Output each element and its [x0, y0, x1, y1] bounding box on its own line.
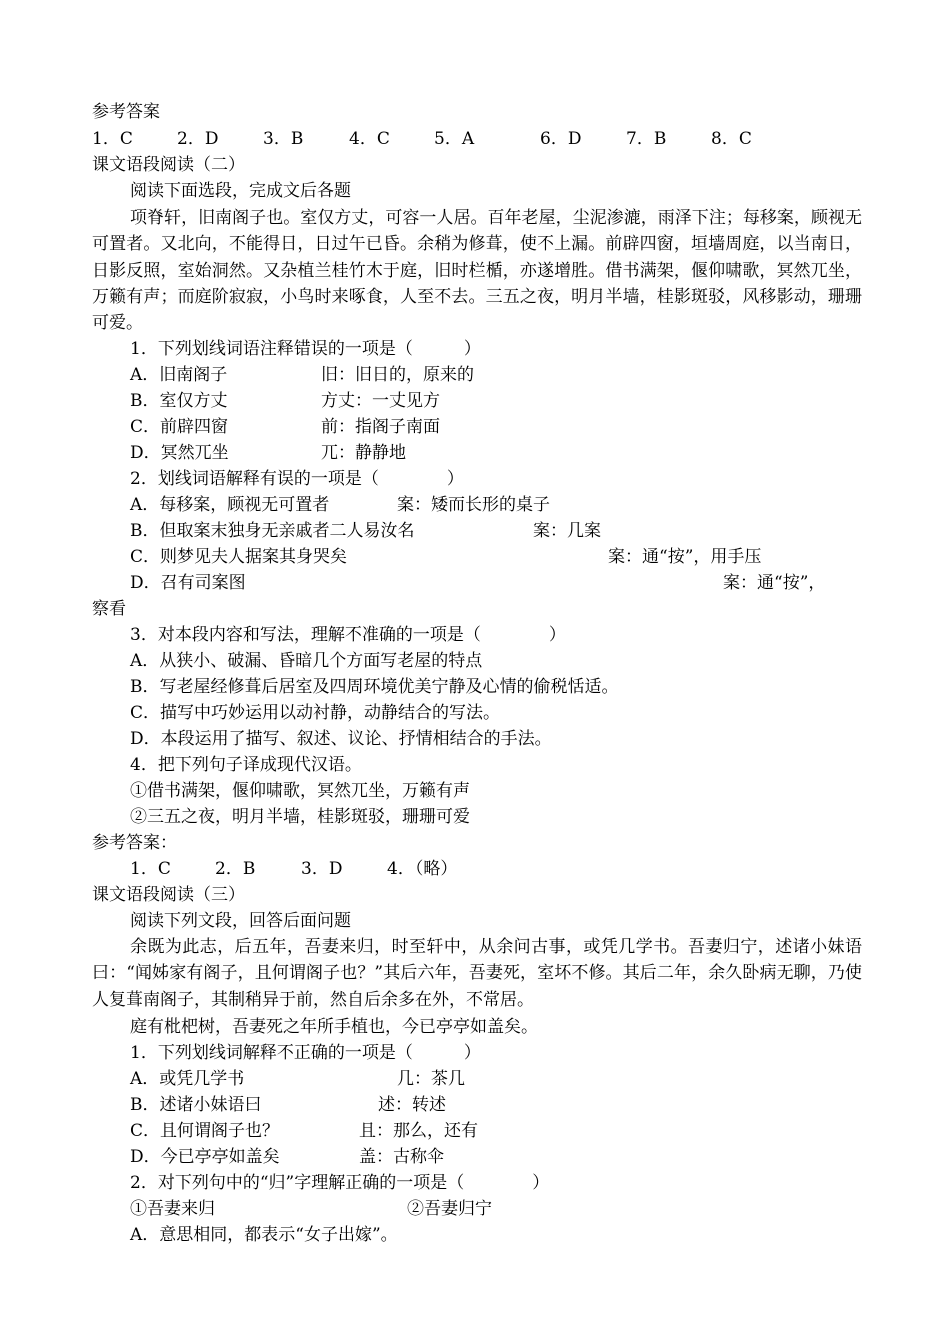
- question-stem: 2．对下列句中的“归”字理解正确的一项是（ ）: [130, 1173, 550, 1193]
- option-gloss: 前：指阁子南面: [321, 417, 440, 437]
- instruction: 阅读下面选段，完成文后各题: [130, 181, 351, 201]
- answer-item: 5．A: [434, 129, 475, 149]
- answer-item: 4．（略）: [387, 859, 458, 879]
- sentence-item: ②吾妻归宁: [407, 1199, 492, 1219]
- option: A．或凭几学书: [130, 1069, 245, 1089]
- option: A．旧南阁子: [130, 365, 228, 385]
- answer-item: 6．D: [540, 129, 582, 149]
- option-gloss: 案：通“按”，用手压: [608, 547, 762, 567]
- option: B．但取案末独身无亲戚者二人易汝名: [130, 521, 415, 541]
- option: D．冥然兀坐: [130, 443, 229, 463]
- option-gloss: 几：茶几: [397, 1069, 465, 1089]
- option: A．意思相同，都表示“女子出嫁”。: [130, 1225, 398, 1245]
- section-title: 课文语段阅读（三）: [92, 885, 245, 905]
- passage: 项脊轩，旧南阁子也。室仅方丈，可容一人居。百年老屋，尘泥渗漉，雨泽下注；每移案，顾视无可置者。又北向，不能得日，日过午已昏。余稍为修葺，使不上漏。前辟四窗，垣墙周庭，以当南日，日影反照，室始洞然。又杂植兰桂竹木于庭，旧时栏楯，亦遂增胜。借书满架，偃仰啸歌，冥然兀坐，万籁有声；而庭阶寂寂，小鸟时来啄食，人至不去。三五之夜，明月半墙，桂影斑驳，风移影动，珊珊可爱。: [92, 208, 862, 334]
- sentence-item: ①吾妻来归: [130, 1199, 215, 1219]
- instruction: 阅读下列文段，回答后面问题: [130, 911, 351, 931]
- option: D．本段运用了描写、叙述、议论、抒情相结合的手法。: [130, 729, 552, 749]
- answer-item: 2．D: [177, 129, 219, 149]
- passage: 余既为此志，后五年，吾妻来归，时至轩中，从余问古事，或凭几学书。吾妻归宁，述诸小妹语曰：“闻姊家有阁子，且何谓阁子也？”其后六年，吾妻死，室坏不修。其后二年，余久卧病无聊，乃使人复葺南阁子，其制稍异于前，然自后余多在外，不常居。: [92, 937, 862, 1010]
- option-gloss: 案：通“按”，: [723, 573, 826, 593]
- option: C．则梦见夫人据案其身哭矣: [130, 547, 348, 567]
- answer-item: 2．B: [215, 859, 256, 879]
- option: B．室仅方丈: [130, 391, 228, 411]
- answer-item: 7．B: [626, 129, 667, 149]
- section-title: 课文语段阅读（二）: [92, 155, 245, 175]
- passage-line: 庭有枇杷树，吾妻死之年所手植也，今已亭亭如盖矣。: [130, 1017, 538, 1037]
- answer-item: 8．C: [711, 129, 752, 149]
- option-gloss: 案：矮而长形的桌子: [397, 495, 550, 515]
- question-stem: 4．把下列句子译成现代汉语。: [130, 755, 362, 775]
- question-stem: 1．下列划线词语注释错误的一项是（ ）: [130, 339, 481, 359]
- option: B．述诸小妹语曰: [130, 1095, 262, 1115]
- answer-item: 4．C: [349, 129, 390, 149]
- option-gloss: 兀：静静地: [321, 443, 406, 463]
- option-gloss: 方丈：一丈见方: [321, 391, 440, 411]
- option-gloss: 案：几案: [533, 521, 601, 541]
- answers-heading: 参考答案：: [92, 833, 177, 853]
- option: D．召有司案图: [130, 573, 246, 593]
- option-gloss: 旧：旧日的，原来的: [321, 365, 474, 385]
- answer-item: 3．D: [301, 859, 343, 879]
- option: B．写老屋经修葺后居室及四周环境优美宁静及心情的偷税恬适。: [130, 677, 619, 697]
- sentence-item: ②三五之夜，明月半墙，桂影斑驳，珊珊可爱: [130, 807, 470, 827]
- answer-item: 3．B: [263, 129, 304, 149]
- answers-heading: 参考答案: [92, 102, 160, 122]
- question-stem: 2．划线词语解释有误的一项是（ ）: [130, 469, 464, 489]
- option-gloss-wrap: 察看: [92, 599, 126, 619]
- option: C．前辟四窗: [130, 417, 229, 437]
- answer-item: 1．C: [92, 129, 133, 149]
- answer-item: 1．C: [130, 859, 171, 879]
- option-gloss: 盖：古称伞: [359, 1147, 444, 1167]
- option: A．从狭小、破漏、昏暗几个方面写老屋的特点: [130, 651, 483, 671]
- option-gloss: 且：那么，还有: [359, 1121, 478, 1141]
- question-stem: 1．下列划线词解释不正确的一项是（ ）: [130, 1043, 481, 1063]
- option: A．每移案，顾视无可置者: [130, 495, 330, 515]
- sentence-item: ①借书满架，偃仰啸歌，冥然兀坐，万籁有声: [130, 781, 470, 801]
- option: C．描写中巧妙运用以动衬静，动静结合的写法。: [130, 703, 501, 723]
- option-gloss: 述：转述: [378, 1095, 446, 1115]
- question-stem: 3．对本段内容和写法，理解不准确的一项是（ ）: [130, 625, 566, 645]
- option: C．且何谓阁子也？: [130, 1121, 280, 1141]
- option: D．今已亭亭如盖矣: [130, 1147, 280, 1167]
